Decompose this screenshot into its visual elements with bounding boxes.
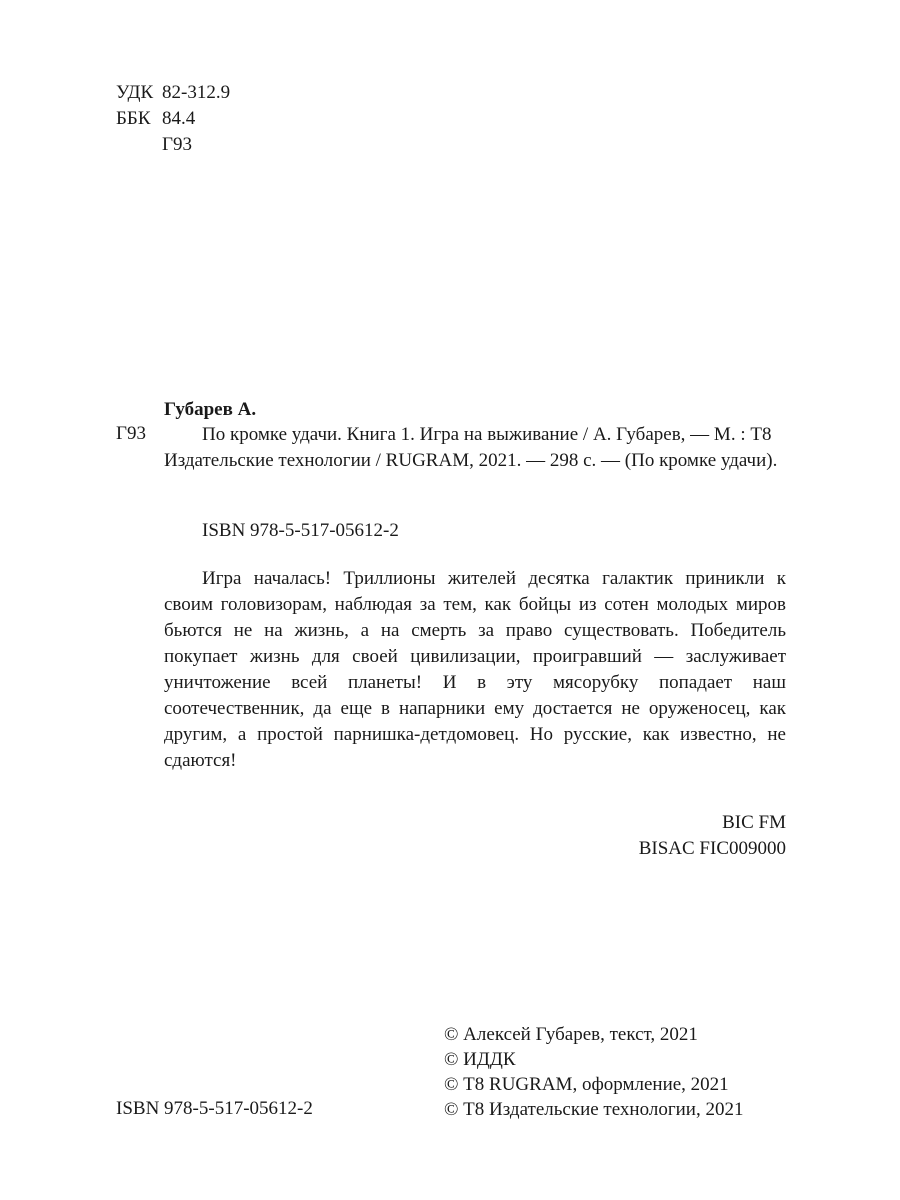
- subject-classification: [639, 810, 786, 862]
- author-heading: Губарев А.: [164, 399, 257, 420]
- bibliographic-description: По кромке удачи. Книга 1. Игра на выживание / А. Губарев, — М. : Т8 Издательские технологии / RUGRAM, 2021. — 298 с. — (По кромке удачи).: [164, 424, 778, 471]
- isbn-footer: ISBN 978-5-517-05612-2: [116, 1098, 313, 1119]
- annotation: Игра началась! Триллионы жителей десятка галактик приникли к своим головизорам, наблюдая за тем, как бойцы из сотен молодых миров бьются не на жизнь, а на смерть за право существовать. Победитель покупает жизнь для своей цивилизации, проигравший — заслуживает уничтожение всей планеты! И в эту мясорубку попадает наш соотечественник, да еще в напарники ему достается не оруженосец, как другим, а простой парнишка-детдомовец. Но русские, как известно, не сдаются!: [164, 568, 786, 771]
- margin-author-mark: Г93: [116, 423, 146, 444]
- bic-code: BIC FM: [722, 812, 786, 833]
- bbk-label: ББК: [116, 108, 151, 129]
- copyright-block: [444, 1022, 743, 1122]
- udk-label: УДК: [116, 82, 154, 103]
- copyright-line: © Т8 Издательские технологии, 2021: [444, 1099, 744, 1120]
- copyright-line: © ИДДК: [444, 1049, 516, 1070]
- classification-codes: [116, 80, 230, 158]
- bisac-code: BISAC FIC009000: [638, 838, 786, 859]
- copyright-line: © Т8 RUGRAM, оформление, 2021: [444, 1074, 729, 1095]
- bbk-value: 84.4: [162, 108, 196, 129]
- udk-value: 82-312.9: [162, 82, 231, 103]
- copyright-line: © Алексей Губарев, текст, 2021: [444, 1024, 698, 1045]
- author-mark: Г93: [162, 134, 192, 155]
- isbn-record: ISBN 978-5-517-05612-2: [202, 520, 399, 541]
